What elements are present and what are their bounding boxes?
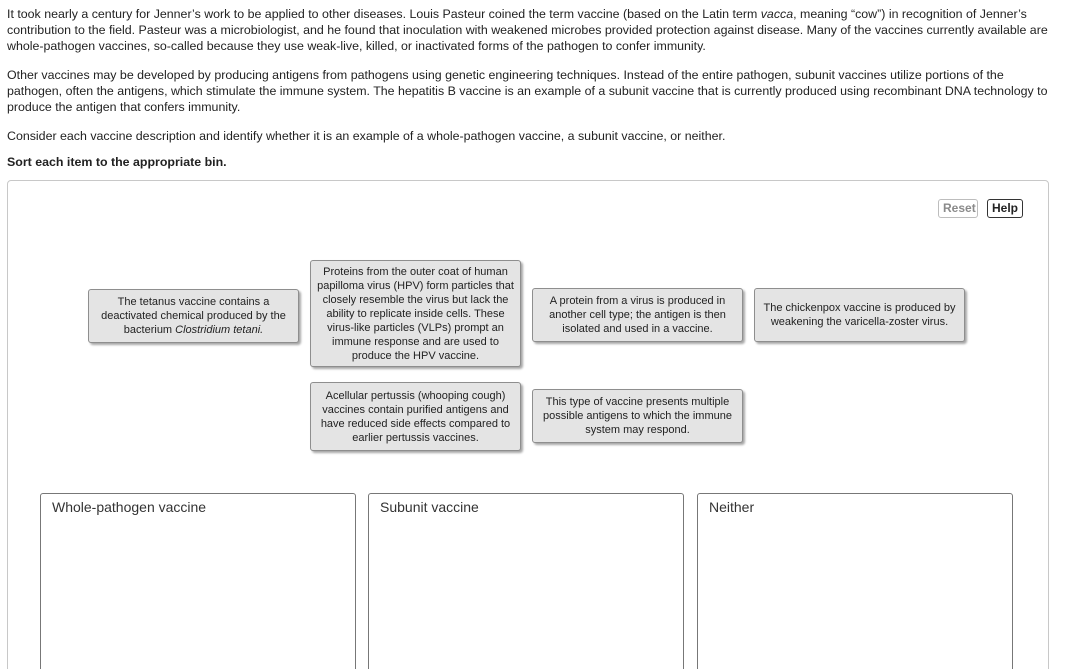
draggable-card-chickenpox[interactable] [754, 288, 965, 342]
card-text: A protein from a virus is produced in another cell type; the antigen is then isolated and used in a vaccine. [549, 295, 726, 335]
help-button[interactable]: Help [987, 199, 1023, 218]
question-prompt: Consider each vaccine description and identify whether it is an example of a whole-pathogen vaccine, a subunit vaccine, or neither. [7, 129, 726, 143]
bin-label: Neither [702, 498, 761, 516]
intro-paragraph-subunit: Other vaccines may be developed by producing antigens from pathogens using genetic engineering techniques. Instead of the entire pathogen, subunit vaccines utilize portions of the pathogen, often the antigens, which stimulate the immune system. The hepatitis B vaccine is an example of a subunit vaccine that is currently produced using recombinant DNA technology to produce the antigen that confers immunity. [7, 68, 1048, 114]
card-text: The tetanus vaccine contains a deactivated chemical produced by the bacterium Clostridium tetani. [101, 296, 286, 336]
intro-text-part2: , meaning “cow”) in recognition of Jenner’s contribution to the field. Pasteur was a microbiologist, and he found that inoculation with weakened microbes provided protection against disease. Many of the vaccines currently available are whole-pathogen vaccines, so-called because they use weak-live, killed, or inactivated forms of the pathogen to confer immunity. [7, 7, 1048, 53]
bin-label: Whole-pathogen vaccine [45, 498, 213, 516]
draggable-card-multiple-antigens[interactable] [532, 389, 743, 443]
drop-bin-whole-pathogen[interactable] [40, 493, 356, 669]
latin-term-vacca: vacca [760, 7, 794, 21]
draggable-card-hpv[interactable] [310, 260, 521, 367]
intro-paragraph-pasteur [7, 6, 1059, 54]
draggable-card-pertussis[interactable] [310, 382, 521, 451]
sort-instruction: Sort each item to the appropriate bin. [7, 155, 227, 169]
card-text: This type of vaccine presents multiple possible antigens to which the immune system may respond. [543, 396, 732, 436]
reset-button[interactable]: Reset [938, 199, 978, 218]
bacterium-name: Clostridium tetani. [175, 324, 264, 336]
bin-label: Subunit vaccine [373, 498, 486, 516]
draggable-card-recombinant-protein[interactable] [532, 288, 743, 342]
card-text: Acellular pertussis (whooping cough) vaccines contain purified antigens and have reduced side effects compared to earlier pertussis vaccines. [320, 389, 511, 444]
card-text: The chickenpox vaccine is produced by weakening the varicella-zoster virus. [763, 302, 956, 328]
draggable-card-tetanus[interactable] [88, 289, 299, 343]
intro-text-part1: It took nearly a century for Jenner’s work to be applied to other diseases. Louis Pasteur coined the term vaccine (based on the Latin term [7, 7, 761, 21]
drop-bin-subunit[interactable] [368, 493, 684, 669]
card-text: Proteins from the outer coat of human papilloma virus (HPV) form particles that closely resemble the virus but lack the ability to replicate inside cells. These virus-like particles (VLPs) prompt an immune response and are used to produce the HPV vaccine. [317, 265, 514, 362]
drop-bin-neither[interactable] [697, 493, 1013, 669]
